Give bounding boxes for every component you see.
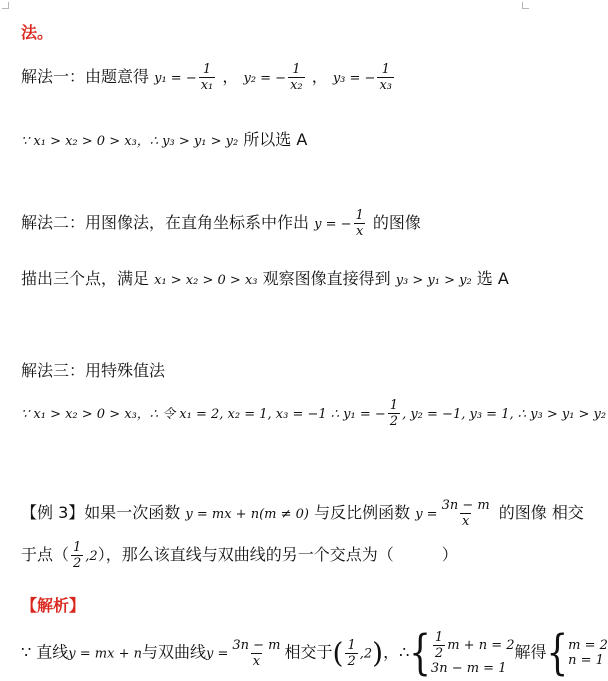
system-eq2: 3n − m = 1 — [430, 661, 507, 676]
method1-conclusion — [21, 127, 307, 150]
solution-m: m = 2 — [568, 638, 608, 653]
example3-question: ），那么该直线与双曲线的另一个交点为（ ） — [97, 545, 458, 564]
example3-line1 — [21, 498, 584, 529]
paren-close: ) — [372, 636, 384, 670]
method1-inequality: ∵ x₁ > x₂ > 0 > x₃，∴ y₃ > y₁ > y₂ — [21, 134, 239, 149]
half-frac: $\frac{1}{2}$ — [434, 630, 444, 661]
corner-mark-left — [2, 2, 9, 9]
solution-n: n = 1 — [568, 653, 604, 668]
example3-point-open: 于点（ — [21, 545, 70, 564]
frac-3n-m-x: $\frac{3n - m}{x}$ — [441, 498, 490, 529]
frac-point: $\frac{1}{2}$ — [73, 540, 82, 571]
method2-text-a: 描出三个点，满足 — [21, 269, 150, 288]
method2-condition: x₁ > x₂ > 0 > x₃ — [154, 273, 258, 288]
method1-title: 解法一：由题意得 — [21, 67, 150, 86]
paren-open: ( — [332, 636, 344, 670]
analysis-frac: $\frac{3n - m}{x}$ — [232, 637, 281, 669]
example3-text1: 如果一次函数 — [84, 503, 181, 522]
method2-func: y = − — [314, 217, 352, 232]
system-brace: { — [409, 625, 431, 681]
analysis-curve-eq: y = — [206, 646, 229, 662]
example3-text3: 的图像 相交 — [498, 503, 584, 522]
method2-line2 — [21, 266, 509, 289]
analysis-label: 【解析】 — [21, 596, 86, 615]
method3-line — [21, 398, 606, 429]
method2-line — [21, 208, 421, 239]
frac-1-x: $\frac{1}{x}$ — [355, 208, 364, 239]
method1-answer: 所以选 A — [243, 130, 308, 149]
point-y: ,2 — [85, 549, 98, 564]
separator: ， — [311, 67, 328, 86]
solution-brace: { — [546, 625, 569, 681]
y3-expr: y₃ = − — [332, 71, 376, 86]
method3-part1: ∵ x₁ > x₂ > 0 > x₃，∴ 令 x₁ = 2, x₂ = 1, x₃ = −1 ∴ y₁ = − — [21, 407, 386, 422]
separator: ， — [222, 67, 239, 86]
linear-function: y = mx + n(m ≠ 0) — [185, 507, 309, 522]
heading-fragment: 法。 — [21, 23, 54, 42]
frac-1-x2: $\frac{1}{\text{x₂}}$ — [290, 62, 303, 93]
analysis-line — [21, 625, 608, 681]
method3-part2: , y₂ = −1, y₃ = 1, ∴ y₃ > y₁ > y₂ — [402, 407, 607, 422]
frac-1-2: $\frac{1}{2}$ — [389, 398, 399, 429]
method2-result: y₃ > y₁ > y₂ — [395, 273, 472, 288]
analysis-point-y: ,2 — [359, 646, 373, 662]
corner-mark-right — [522, 2, 529, 9]
analysis-text1: ∵ 直线 — [21, 642, 69, 662]
example3-label: 【例 3】 — [21, 503, 85, 522]
method3-title: 解法三：用特殊值法 — [21, 361, 166, 380]
solution-system — [568, 638, 608, 668]
method2-tail: 的图像 — [372, 213, 421, 232]
method1-line — [21, 62, 396, 93]
frac-1-x3: $\frac{1}{\text{x₃}}$ — [379, 62, 392, 93]
example3-text2: 与反比例函数 — [314, 503, 411, 522]
inverse-function: y = — [415, 507, 438, 522]
y2-expr: y₂ = − — [243, 71, 287, 86]
method2-text-b: 观察图像直接得到 — [262, 269, 391, 288]
analysis-therefore: ，∴ — [383, 642, 410, 662]
frac-1-x1: $\frac{1}{\text{x₁}}$ — [200, 62, 214, 93]
analysis-point-frac: $\frac{1}{2}$ — [347, 637, 356, 669]
analysis-text2: 与双曲线 — [141, 642, 206, 662]
example3-line2 — [21, 540, 458, 571]
equation-system — [431, 630, 515, 676]
analysis-text3: 相交于 — [284, 642, 333, 662]
method2-answer: 选 A — [476, 269, 509, 288]
analysis-solve: 解得 — [514, 642, 547, 662]
y1-expr: y₁ = − — [154, 71, 197, 86]
analysis-line-eq: y = mx + n — [68, 646, 142, 662]
method2-title: 解法二：用图像法，在直角坐标系中作出 — [21, 213, 310, 232]
system-eq1: m + n = 2 — [447, 638, 515, 653]
